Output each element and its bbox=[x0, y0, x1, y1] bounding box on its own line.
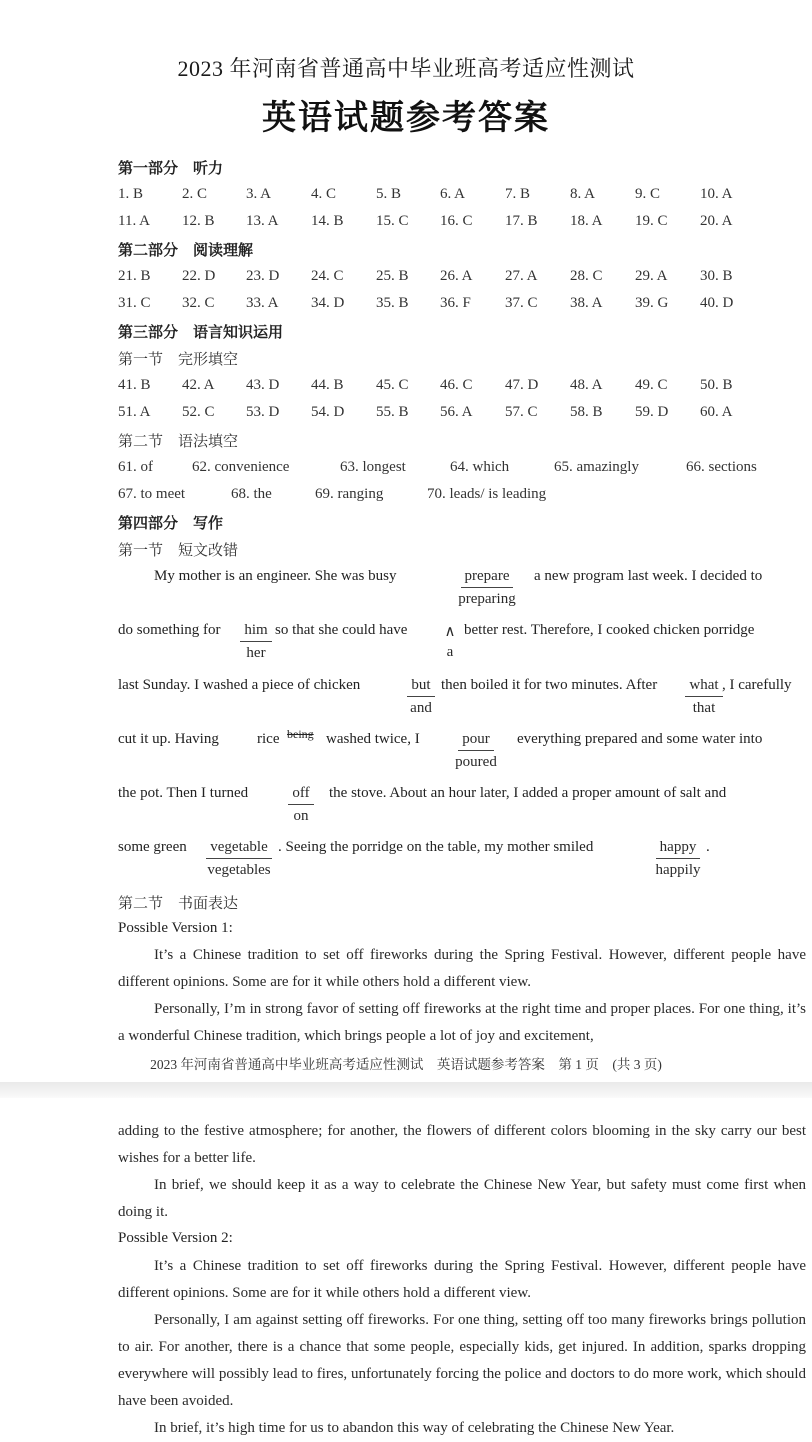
answer: 66. sections bbox=[686, 459, 757, 475]
answer: 58. B bbox=[570, 404, 603, 420]
version2-paragraph-3: In brief, it’s high time for us to abandon this way of celebrating the Chinese New Year. bbox=[154, 1420, 675, 1436]
correction-item bbox=[452, 568, 522, 608]
part4-heading: 第四部分 写作 bbox=[118, 514, 224, 532]
answer: 63. longest bbox=[340, 459, 406, 475]
corrected-word: on bbox=[293, 808, 309, 824]
answer: 6. A bbox=[440, 186, 466, 202]
wrong-word: off bbox=[288, 785, 313, 805]
answer: 13. A bbox=[246, 213, 279, 229]
wrong-word: but bbox=[407, 677, 434, 697]
answer: 17. B bbox=[505, 213, 538, 229]
part1-heading: 第一部分 听力 bbox=[118, 159, 224, 177]
writing-heading: 第二节 书面表达 bbox=[118, 894, 239, 912]
answer: 31. C bbox=[118, 295, 151, 311]
version1-paragraph-1: It’s a Chinese tradition to set off fireworks during the Spring Festival. However, different people have different opinions. Some are for it while others hold a different view. bbox=[118, 947, 806, 990]
correction-item bbox=[684, 677, 724, 717]
correction-item bbox=[286, 785, 316, 825]
answer: 35. B bbox=[376, 295, 409, 311]
answer: 47. D bbox=[505, 377, 539, 393]
answer: 44. B bbox=[311, 377, 344, 393]
answer: 30. B bbox=[700, 268, 733, 284]
answer: 14. B bbox=[311, 213, 344, 229]
answer: 52. C bbox=[182, 404, 215, 420]
passage-text: a new program last week. I decided to bbox=[534, 568, 763, 584]
answer: 69. ranging bbox=[315, 486, 384, 502]
answer: 36. F bbox=[440, 295, 471, 311]
version1-label: Possible Version 1: bbox=[118, 920, 233, 936]
corrected-word: a bbox=[446, 644, 454, 660]
error-correction-heading: 第一节 短文改错 bbox=[118, 541, 239, 559]
answer: 53. D bbox=[246, 404, 280, 420]
page-footer: 2023 年河南省普通高中毕业班高考适应性测试 英语试题参考答案 第 1 页 (共 3 页) bbox=[150, 1057, 662, 1072]
answer: 51. A bbox=[118, 404, 151, 420]
answer: 32. C bbox=[182, 295, 215, 311]
document-page-2 bbox=[0, 1098, 812, 1440]
passage-text: , I carefully bbox=[722, 677, 792, 693]
passage-text: cut it up. Having bbox=[118, 731, 219, 747]
answer: 39. G bbox=[635, 295, 669, 311]
answer: 67. to meet bbox=[118, 486, 186, 502]
answer: 15. C bbox=[376, 213, 409, 229]
passage-text: last Sunday. I washed a piece of chicken bbox=[118, 677, 361, 693]
part3-heading: 第三部分 语言知识运用 bbox=[118, 323, 284, 341]
answer: 26. A bbox=[440, 268, 473, 284]
deleted-word: being bbox=[287, 727, 314, 741]
corrected-word: and bbox=[410, 700, 432, 716]
answer: 57. C bbox=[505, 404, 538, 420]
answer: 19. C bbox=[635, 213, 668, 229]
answer: 54. D bbox=[311, 404, 345, 420]
wrong-word: happy bbox=[656, 839, 701, 859]
cloze-heading: 第一节 完形填空 bbox=[118, 350, 239, 368]
corrected-word: vegetables bbox=[207, 862, 271, 878]
answer: 11. A bbox=[118, 213, 150, 229]
answer: 40. D bbox=[700, 295, 734, 311]
answer: 65. amazingly bbox=[554, 459, 639, 475]
answer: 55. B bbox=[376, 404, 409, 420]
answer: 22. D bbox=[182, 268, 216, 284]
answer: 1. B bbox=[118, 186, 144, 202]
passage-text: better rest. Therefore, I cooked chicken porridge bbox=[464, 622, 755, 638]
answer: 64. which bbox=[450, 459, 510, 475]
answer: 27. A bbox=[505, 268, 538, 284]
passage-text: . bbox=[706, 839, 710, 855]
corrected-word: that bbox=[692, 700, 716, 716]
corrected-word: her bbox=[246, 645, 266, 661]
answer: 61. of bbox=[118, 459, 153, 475]
answer: 7. B bbox=[505, 186, 531, 202]
grammar-fill-heading: 第二节 语法填空 bbox=[118, 432, 239, 450]
answer: 46. C bbox=[440, 377, 473, 393]
wrong-word: him bbox=[240, 622, 271, 642]
wrong-word: pour bbox=[458, 731, 494, 751]
answer: 18. A bbox=[570, 213, 603, 229]
correction-item bbox=[448, 731, 504, 771]
answer: 25. B bbox=[376, 268, 409, 284]
passage-text: the stove. About an hour later, I added a proper amount of salt and bbox=[329, 785, 727, 801]
answer: 10. A bbox=[700, 186, 733, 202]
version2-paragraph-2: Personally, I am against setting off fireworks. For one thing, setting off too many fireworks brings pollution to air. For another, there is a chance that some people, especially kids, get injured. In addition, sparks dropping everywhere will possibly lead to fires, unfortunately forcing the police and doctors to do more work, which should have been avoided. bbox=[118, 1312, 806, 1409]
correction-item bbox=[440, 622, 460, 661]
answer: 48. A bbox=[570, 377, 603, 393]
corrected-word: preparing bbox=[458, 591, 516, 607]
version2-paragraph-1: It’s a Chinese tradition to set off fireworks during the Spring Festival. However, different people have different opinions. Some are for it while others hold a different view. bbox=[118, 1258, 806, 1301]
answer: 3. A bbox=[246, 186, 272, 202]
passage-text: the pot. Then I turned bbox=[118, 785, 249, 801]
answer: 37. C bbox=[505, 295, 538, 311]
answer: 28. C bbox=[570, 268, 603, 284]
version1-paragraph-2a: Personally, I’m in strong favor of setting off fireworks at the right time and proper places. For one thing, it’s a wonderful Chinese tradition, which brings people a lot of joy and excitement, bbox=[118, 1001, 806, 1044]
wrong-word: vegetable bbox=[206, 839, 271, 859]
answer: 20. A bbox=[700, 213, 733, 229]
answer: 9. C bbox=[635, 186, 661, 202]
answer: 62. convenience bbox=[192, 459, 290, 475]
passage-text: so that she could have bbox=[275, 622, 408, 638]
passage-text: rice bbox=[257, 731, 280, 747]
corrected-word: happily bbox=[655, 862, 701, 878]
passage-text: My mother is an engineer. She was busy bbox=[154, 568, 397, 584]
answer: 5. B bbox=[376, 186, 402, 202]
answer: 29. A bbox=[635, 268, 668, 284]
insert-mark: ∧ bbox=[444, 624, 456, 640]
passage-text: . Seeing the porridge on the table, my mother smiled bbox=[278, 839, 594, 855]
answer: 60. A bbox=[700, 404, 733, 420]
answer: 12. B bbox=[182, 213, 215, 229]
exam-title: 2023 年河南省普通高中毕业班高考适应性测试 bbox=[177, 56, 635, 81]
correction-item bbox=[200, 839, 278, 879]
answer: 4. C bbox=[311, 186, 337, 202]
answer: 43. D bbox=[246, 377, 280, 393]
answer: 59. D bbox=[635, 404, 669, 420]
correction-item bbox=[404, 677, 438, 717]
page-separator bbox=[0, 1082, 812, 1098]
correction-item bbox=[650, 839, 706, 879]
corrected-word: poured bbox=[455, 754, 497, 770]
answer: 2. C bbox=[182, 186, 208, 202]
passage-text: washed twice, I bbox=[326, 731, 420, 747]
wrong-word: what bbox=[685, 677, 722, 697]
wrong-word: prepare bbox=[461, 568, 514, 588]
correction-item bbox=[238, 622, 274, 662]
answer: 8. A bbox=[570, 186, 596, 202]
part2-heading: 第二部分 阅读理解 bbox=[118, 241, 254, 259]
answer: 34. D bbox=[311, 295, 345, 311]
passage-text: then boiled it for two minutes. After bbox=[441, 677, 658, 693]
version1-paragraph-3: In brief, we should keep it as a way to celebrate the Chinese New Year, but safety must come first when doing it. bbox=[118, 1177, 806, 1220]
version1-paragraph-2b: adding to the festive atmosphere; for another, the flowers of different colors blooming in the sky carry our best wishes for a better life. bbox=[118, 1123, 806, 1166]
answer: 42. A bbox=[182, 377, 215, 393]
answer: 70. leads/ is leading bbox=[427, 486, 547, 502]
answer: 56. A bbox=[440, 404, 473, 420]
answer: 23. D bbox=[246, 268, 280, 284]
answer: 38. A bbox=[570, 295, 603, 311]
passage-text: some green bbox=[118, 839, 187, 855]
answer: 16. C bbox=[440, 213, 473, 229]
answer: 68. the bbox=[231, 486, 272, 502]
version2-label: Possible Version 2: bbox=[118, 1230, 233, 1246]
answer: 45. C bbox=[376, 377, 409, 393]
passage-text: everything prepared and some water into bbox=[517, 731, 763, 747]
answer: 33. A bbox=[246, 295, 279, 311]
passage-text: do something for bbox=[118, 622, 221, 638]
answer: 50. B bbox=[700, 377, 733, 393]
answer: 41. B bbox=[118, 377, 151, 393]
answer: 21. B bbox=[118, 268, 151, 284]
answer: 24. C bbox=[311, 268, 344, 284]
answer: 49. C bbox=[635, 377, 668, 393]
answer-key-title: 英语试题参考答案 bbox=[262, 98, 550, 138]
